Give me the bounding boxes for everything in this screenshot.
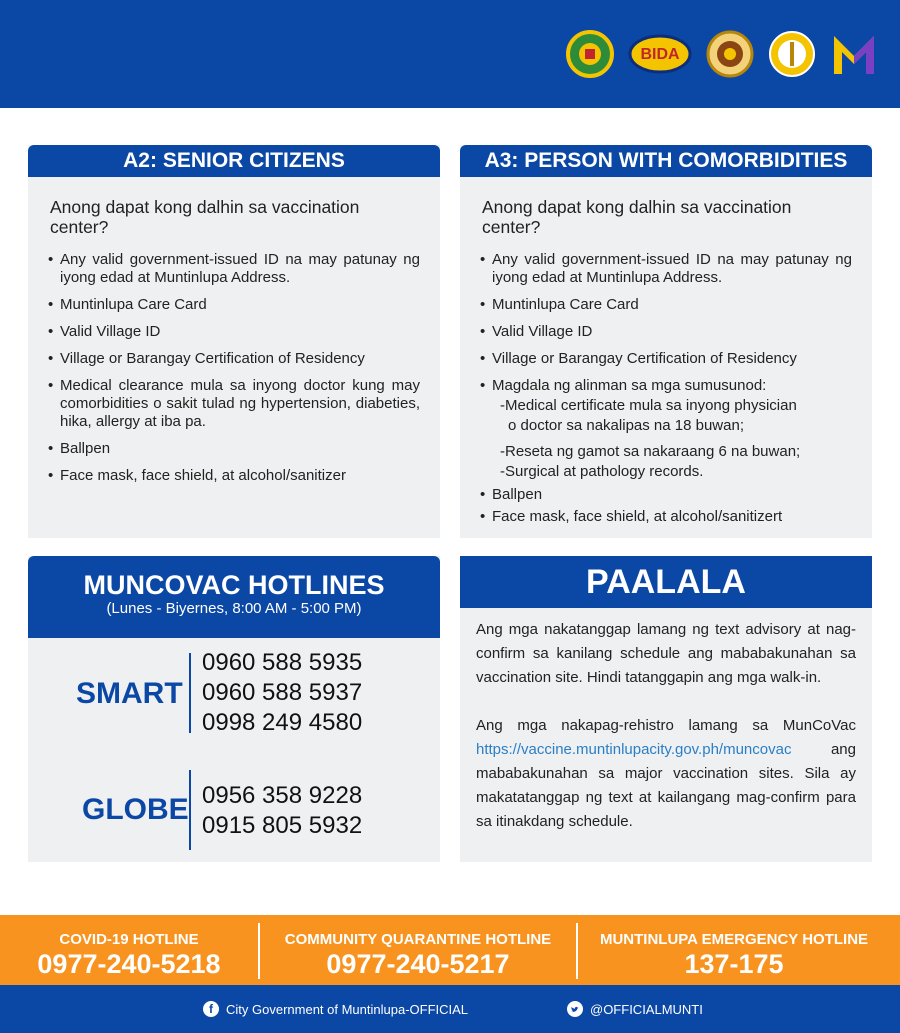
hotlines-schedule: (Lunes - Biyernes, 8:00 AM - 5:00 PM) (106, 600, 362, 617)
twitter-handle: @OFFICIALMUNTI (590, 1001, 703, 1017)
senior-citizens-panel (28, 145, 440, 538)
health-seal-icon (768, 30, 816, 78)
smart-label: SMART (76, 677, 183, 710)
paalala-paragraph-2 (476, 714, 856, 834)
list-item: • Magdala ng alinman sa mga sumusunod: (480, 377, 852, 395)
phone-number[interactable]: 0956 358 9228 (202, 782, 363, 809)
covid-hotline (0, 915, 258, 985)
facebook-icon: f (203, 1001, 219, 1017)
emergency-hotline-bar (0, 915, 900, 985)
smart-divider (189, 653, 191, 733)
m-logo-icon (830, 30, 878, 78)
list-item: • Any valid government-issued ID na may patunay ng iyong edad at Muntinlupa Address. (480, 251, 852, 287)
list-item: • Medical clearance mula sa inyong doctor kung may comorbidities o sakit tulad ng hypertension, diabeties, hika, allergy at iba pa. (48, 377, 420, 431)
paalala-text: ang mababakunahan sa major vaccination sites. Sila ay makatatanggap ng text at kailangang mag-confirm para sa itinakdang schedule. (476, 741, 856, 830)
senior-requirements-list (28, 237, 440, 485)
comorbidities-panel (460, 145, 872, 538)
divider (576, 923, 578, 979)
hotlines-title: MUNCOVAC HOTLINES (83, 570, 385, 600)
paalala-body (460, 608, 872, 834)
comorbidities-question: Anong dapat kong dalhin sa vaccination center? (482, 197, 792, 237)
hotline-number[interactable]: 137-175 (684, 949, 784, 979)
hotline-title: MUNTINLUPA EMERGENCY HOTLINE (599, 931, 869, 948)
globe-numbers (202, 781, 362, 841)
muncovac-link[interactable]: https://vaccine.muntinlupacity.gov.ph/muncovac (476, 741, 792, 758)
quarantine-hotline (262, 915, 574, 985)
list-item: • Village or Barangay Certification of Residency (48, 350, 420, 368)
bida-logo-icon (628, 30, 692, 78)
header-banner (0, 0, 900, 108)
senior-citizens-title: A2: SENIOR CITIZENS (28, 145, 440, 177)
globe-divider (189, 770, 191, 850)
list-item: • Valid Village ID (48, 323, 420, 341)
divider (258, 923, 260, 979)
hotline-number[interactable]: 0977-240-5217 (326, 949, 510, 979)
phone-number[interactable]: 0998 249 4580 (202, 709, 363, 736)
phone-number[interactable]: 0915 805 5932 (202, 812, 363, 839)
list-subitem: -Surgical at pathology records. (500, 463, 704, 480)
list-item: • Muntinlupa Care Card (480, 296, 852, 314)
list-item: • Valid Village ID (480, 323, 852, 341)
smart-numbers (202, 648, 362, 738)
globe-label: GLOBE (82, 793, 189, 826)
paalala-paragraph-1: Ang mga nakatanggap lamang ng text advisory at nag-confirm sa kanilang schedule ang mababakunahan sa vaccination site. Hindi tatanggapin ang mga walk-in. (476, 621, 856, 686)
emergency-hotline (580, 915, 888, 985)
facebook-link[interactable] (203, 1001, 468, 1017)
hotline-number[interactable]: 0977-240-5218 (37, 949, 221, 979)
list-subitem: o doctor sa nakalipas na 18 buwan; (508, 417, 744, 434)
hotline-title: COVID-19 HOTLINE (59, 931, 199, 948)
footer (0, 985, 900, 1033)
hotline-title: COMMUNITY QUARANTINE HOTLINE (284, 931, 552, 948)
facebook-page-name: City Government of Muntinlupa-OFFICIAL (226, 1001, 469, 1017)
twitter-link[interactable] (567, 1001, 703, 1017)
list-item: • Face mask, face shield, at alcohol/sanitizert (480, 508, 852, 526)
bida-logo-text: BIDA (640, 46, 680, 63)
list-subitem: -Reseta ng gamot sa nakaraang 6 na buwan; (500, 443, 801, 460)
muntinlupa-seal-icon (566, 30, 614, 78)
comorbidities-requirements-list (460, 237, 872, 526)
hotlines-header (28, 556, 440, 638)
list-item: • Ballpen (48, 440, 420, 458)
partner-logos (566, 30, 878, 78)
paalala-text: Ang mga nakapag-rehistro lamang sa MunCoVac (476, 717, 856, 734)
list-item: • Village or Barangay Certification of Residency (480, 350, 852, 368)
phone-number[interactable]: 0960 588 5935 (202, 649, 363, 676)
paalala-panel (460, 556, 872, 862)
hotlines-panel (28, 556, 440, 862)
list-item: • Ballpen (480, 486, 852, 504)
list-item: • Any valid government-issued ID na may patunay ng iyong edad at Muntinlupa Address. (48, 251, 420, 287)
comorbidities-title: A3: PERSON WITH COMORBIDITIES (460, 145, 872, 177)
paalala-title: PAALALA (460, 556, 872, 608)
twitter-icon (567, 1001, 583, 1017)
list-subitem: -Medical certificate mula sa inyong physician (500, 397, 797, 414)
senior-question: Anong dapat kong dalhin sa vaccination center? (50, 197, 360, 237)
list-item: • Face mask, face shield, at alcohol/sanitizer (48, 467, 420, 485)
city-seal-icon (706, 30, 754, 78)
phone-number[interactable]: 0960 588 5937 (202, 679, 363, 706)
list-item: • Muntinlupa Care Card (48, 296, 420, 314)
